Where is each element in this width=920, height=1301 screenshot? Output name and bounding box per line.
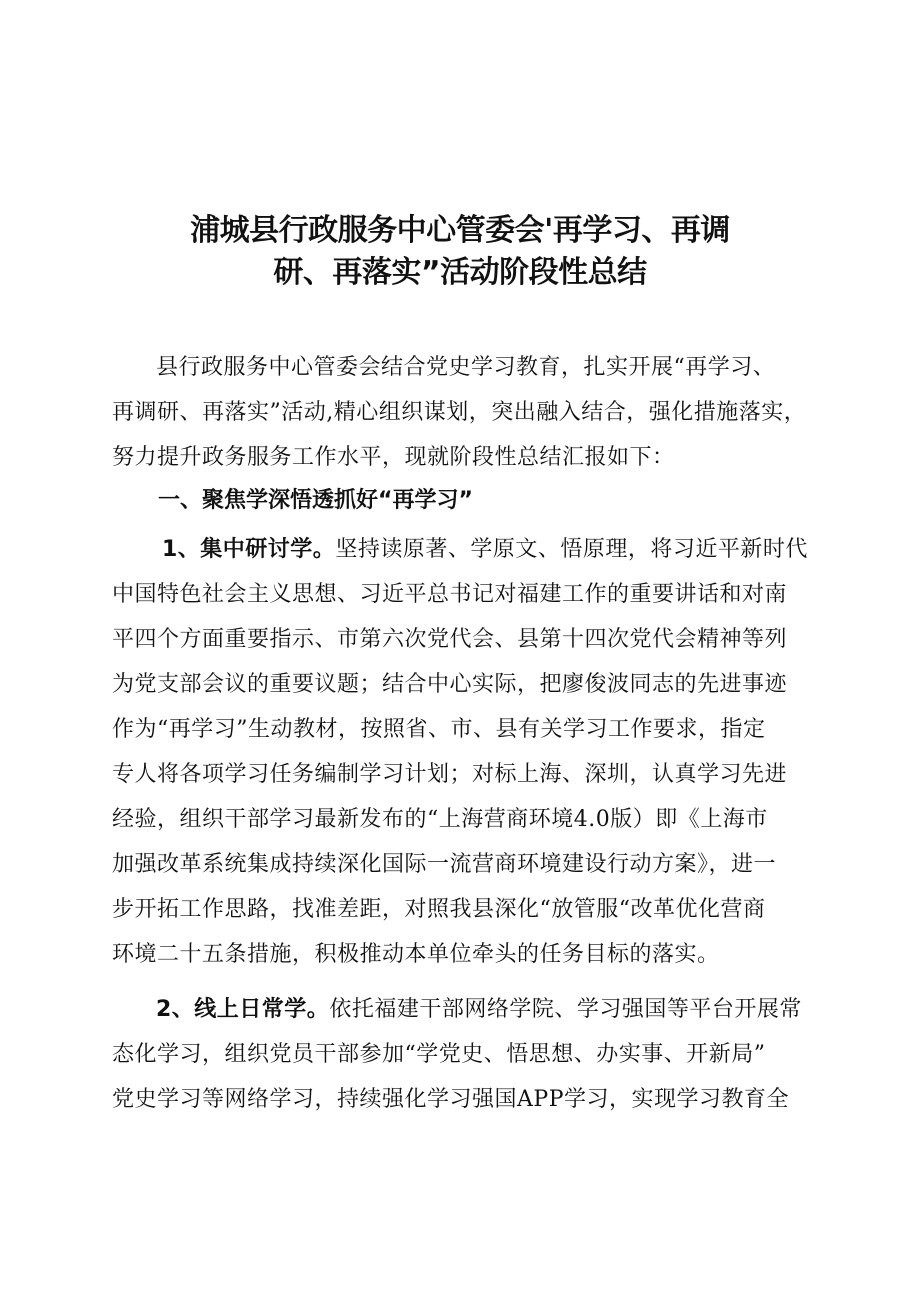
section-1-heading: 一、聚焦学深悟透抓好“再学习” <box>158 488 473 513</box>
item-2-first-line-text: 依托福建干部网络学院、学习强国等平台开展常 <box>329 997 802 1022</box>
item-1-line: 平四个方面重要指示、市第六次党代会、县第十四次党代会精神等列 <box>112 627 788 652</box>
item-2-line: 态化学习，组织党员干部参加“学党史、悟思想、办实事、开新局” <box>112 1042 766 1067</box>
item-1-line: 加强改革系统集成持续深化国际一流营商环境建设行动方案》，进一 <box>112 852 777 877</box>
item-1-first-line-text: 坚持读原著、学原文、悟原理，将习近平新时代 <box>335 537 808 562</box>
item-2-lead: 2、线上日常学。 <box>156 997 330 1022</box>
document-title-line-2: 研、再落实”活动阶段性总结 <box>273 255 647 290</box>
item-2-line: 党史学习等网络学习，持续强化学习强国APP学习，实现学习教育全 <box>112 1087 789 1112</box>
document-title-line-1: 浦城县行政服务中心管委会'再学习、再调 <box>190 213 730 248</box>
item-1-line: 作为“再学习”生动教材，按照省、市、县有关学习工作要求，指定 <box>112 717 766 742</box>
item-1-line: 环境二十五条措施，积极推动本单位牵头的任务目标的落实。 <box>112 942 720 967</box>
item-1-first-line <box>112 527 812 572</box>
intro-paragraph <box>112 345 812 480</box>
item-1-line: 步开拓工作思路，找准差距，对照我县深化“放管服“改革优化营商 <box>112 897 766 922</box>
intro-line: 再调研、再落实”活动,精心组织谋划，突出融入结合，强化措施落实， <box>112 400 807 425</box>
item-2-first-line <box>112 987 812 1032</box>
item-1-line: 专人将各项学习任务编制学习计划；对标上海、深圳，认真学习先进 <box>112 762 788 787</box>
item-1-lead: 1、集中研讨学。 <box>162 537 336 562</box>
item-1-paragraph <box>112 527 812 977</box>
item-1-line: 中国特色社会主义思想、习近平总书记对福建工作的重要讲话和对南 <box>112 582 788 607</box>
intro-line: 县行政服务中心管委会结合党史学习教育，扎实开展“再学习、 <box>156 355 776 380</box>
item-2-paragraph <box>112 987 812 1122</box>
intro-line: 努力提升政务服务工作水平，现就阶段性总结汇报如下： <box>112 445 675 470</box>
item-1-line: 为党支部会议的重要议题；结合中心实际，把廖俊波同志的先进事迹 <box>112 672 788 697</box>
item-1-line: 经验，组织干部学习最新发布的“上海营商环境4.0版）即《上海市 <box>112 807 768 832</box>
